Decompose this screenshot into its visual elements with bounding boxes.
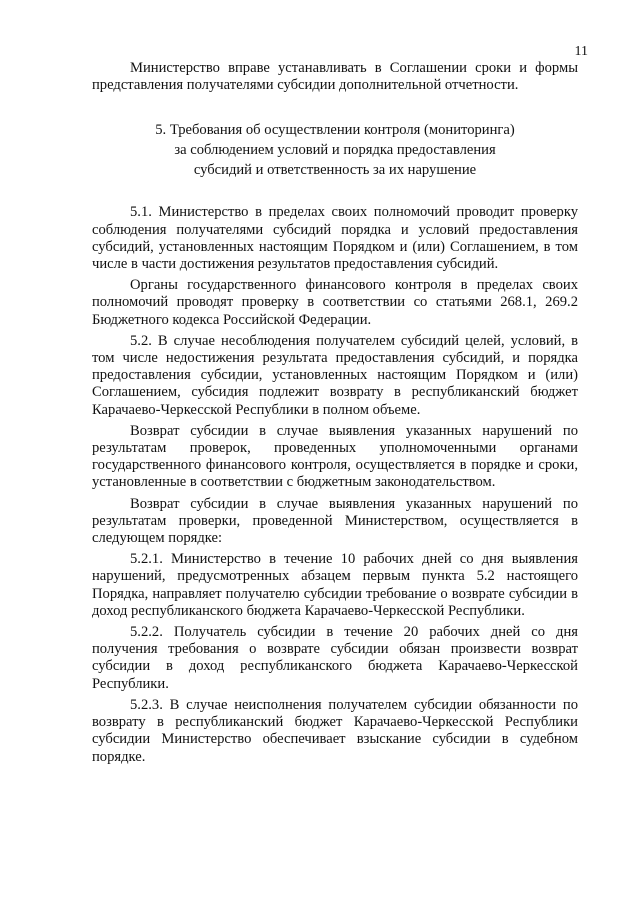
paragraph-5-2-2: 5.2.2. Получатель субсидии в течение 20 рабочих дней со дня получения требования о возврате субсидии обязан произвести возврат субсидии в доход республиканского бюджета Карачаево-Черкесской Республики. <box>92 624 578 692</box>
paragraph-control-organs: Органы государственного финансового контроля в пределах своих полномочий проводят проверку в соответствии со статьями 268.1, 269.2 Бюджетного кодекса Российской Федерации. <box>92 277 578 328</box>
paragraph-5-2-1: 5.2.1. Министерство в течение 10 рабочих дней со дня выявления нарушений, предусмотренных абзацем первым пункта 5.2 настоящего Порядка, направляет получателю субсидии требование о возврате субсидии в доход республиканского бюджета Карачаево-Черкесской Республики. <box>92 551 578 619</box>
section-heading-line: субсидий и ответственность за их нарушение <box>193 162 477 179</box>
paragraph-5-2: 5.2. В случае несоблюдения получателем субсидий целей, условий, в том числе недостижения результата предоставления субсидий, и порядка предоставления субсидии, установленных настоящим Порядком и (или) Соглашением, субсидия подлежит возврату в республиканский бюджет Карачаево-Черкесской Республики в полном объеме. <box>92 332 578 418</box>
paragraph-return-control: Возврат субсидии в случае выявления указанных нарушений по результатам проверок, проведенных уполномоченными органами государственного финансового контроля, осуществляется в порядке и сроки, установленные в соответствии с бюджетным законодательством. <box>92 422 578 491</box>
paragraph-5-2-3: 5.2.3. В случае неисполнения получателем субсидии обязанности по возврату в республиканский бюджет Карачаево-Черкесской Республики субсидии Министерство обеспечивает взыскание субсидии в судебном порядке. <box>92 696 578 765</box>
page-number: 11 <box>574 44 588 59</box>
section-heading-line: 5. Требования об осуществлении контроля (мониторинга) <box>155 122 515 139</box>
section-heading <box>92 120 578 180</box>
section-heading-line: за соблюдением условий и порядка предоставления <box>174 142 496 159</box>
paragraph-return-ministry: Возврат субсидии в случае выявления указанных нарушений по результатам проверки, проведенной Министерством, осуществляется в следующем порядке: <box>92 495 578 547</box>
paragraph-5-1: 5.1. Министерство в пределах своих полномочий проводит проверку соблюдения получателями субсидий порядка и условий предоставления субсидий, установленных настоящим Порядком и (или) Соглашением, в том числе в части достижения результатов предоставления субсидий. <box>92 204 578 273</box>
intro-paragraph: Министерство вправе устанавливать в Соглашении сроки и формы представления получателями субсидии дополнительной отчетности. <box>92 60 578 94</box>
document-body <box>92 60 578 766</box>
